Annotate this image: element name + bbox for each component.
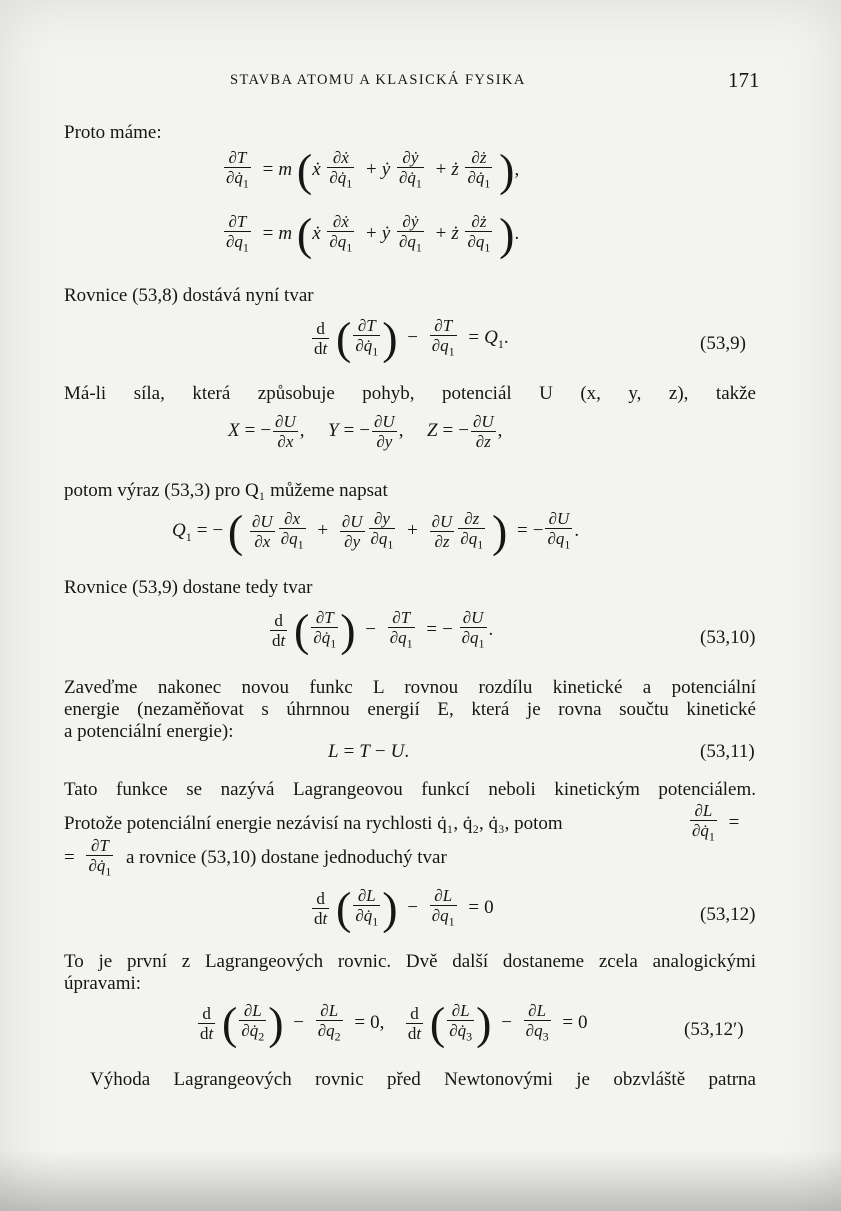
equation-dT-dq: $\frac{\partial T}{\partial q_1}$ = m (ẋ $\frac{\text{∂ẋ}}{\partial q_1}$ + ẏ $\frac{\text{∂ẏ}}{\partial q_1}$ + ż $\frac{\partial ż}{\partial q_1}$ ).	[226, 208, 520, 260]
page-number: 171	[728, 68, 760, 92]
equation-number-53-9: (53,9)	[700, 333, 746, 354]
equation-53-11: L = T − U.	[328, 741, 410, 762]
equation-number-53-11: (53,11)	[700, 741, 755, 762]
equation-dT-dqdot: $\frac{\partial T}{\partial q̇_1}$ = m (ẋ $\frac{\text{∂ẋ}}{\partial q̇_1}$ + ẏ $\frac{\text{∂ẏ}}{\partial q̇_1}$ + ż $\frac{\partial ż}{\partial q̇_1}$ ),	[226, 144, 520, 196]
paragraph-vyraz-53-3: potom výraz (53,3) pro Q₁ můžeme napsat	[64, 480, 388, 501]
equation-forces: X = − $\frac{\partial U}{\partial x}$ , Y = − $\frac{\partial U}{\partial y}$ , Z = − $\frac{\partial U}{\partial z}$ ,	[228, 412, 503, 451]
equation-53-12: $\frac{d}{dt}$ ( $\frac{\partial L}{\partial q̇_1}$ ) − $\frac{\partial L}{\partial q_1}$ = 0	[314, 882, 494, 934]
equation-53-9: $\frac{d}{dt}$ ( $\frac{\partial T}{\partial q̇_1}$ ) − $\frac{\partial T}{\partial q_1}$ = $Q_1$.	[314, 312, 509, 364]
equation-53-12-prime: $\frac{d}{dt}$ ( $\frac{\partial L}{\partial q̇_2}$ ) − $\frac{\partial L}{\partial q_2}$ = 0, $\frac{d}{dt}$ ( $\frac{\partial L}{\partial q̇_3}$ ) − $\frac{\partial L}{\partial q_3}$ = 0	[200, 997, 588, 1049]
paragraph-vyhoda: Výhoda Lagrangeových rovnic před Newtonovými je obzvláště patrna	[90, 1069, 756, 1090]
paragraph-rovnice-53-10: a rovnice (53,10) dostane jednoduchý tvar	[126, 847, 447, 868]
paragraph-prvni-rovnice-line1: To je první z Lagrangeových rovnic. Dvě další dostaneme zcela analogickými	[64, 951, 756, 972]
paragraph-potencial: Má-li síla, která způsobuje pohyb, potenciál U (x, y, z), takže	[64, 383, 756, 404]
paragraph-zavedme-line3: a potenciální energie):	[64, 721, 234, 742]
paragraph-rovnice-53-9: Rovnice (53,9) dostane tedy tvar	[64, 577, 313, 598]
paragraph-zavedme-line2: energie (nezaměňovat s úhrnnou energií E, která je rovna součtu kinetické	[64, 699, 756, 720]
equation-dL-dqdot-inline: $\frac{\partial L}{\partial q̇_1}$ =	[688, 801, 744, 846]
paragraph-prvni-rovnice-line2: úpravami:	[64, 973, 142, 994]
paragraph-protoze: Protože potenciální energie nezávisí na rychlosti q̇₁, q̇₂, q̇₃, potom	[64, 813, 563, 834]
equation-dT-dqdot-inline: = $\frac{\partial T}{\partial q̇_1}$	[64, 836, 115, 881]
equation-Q1: $Q_1$ = − ( $\frac{\partial U}{\partial x}$ $\frac{\partial x}{\partial q_1}$ + $\frac{\partial U}{\partial y}$ $\frac{\partial y}{\partial q_1}$ + $\frac{\partial U}{\partial z}$ $\frac{\partial z}{\partial q_1}$ ) = − $\frac{\partial U}{\partial q_1}$ .	[172, 505, 580, 557]
paragraph-lagrange-function: Tato funkce se nazývá Lagrangeovou funkcí neboli kinetickým potenciálem.	[64, 779, 756, 800]
equation-53-10: $\frac{d}{dt}$ ( $\frac{\partial T}{\partial q̇_1}$ ) − $\frac{\partial T}{\partial q_1}$ = − $\frac{\partial U}{\partial q_1}$ .	[272, 604, 494, 656]
equation-number-53-12: (53,12)	[700, 904, 756, 925]
running-head: STAVBA ATOMU A KLASICKÁ FYSIKA	[230, 72, 526, 88]
page-header	[0, 68, 841, 94]
paragraph-rovnice-53-8: Rovnice (53,8) dostává nyní tvar	[64, 285, 314, 306]
equation-number-53-12-prime: (53,12′)	[684, 1019, 744, 1040]
paragraph-proto: Proto máme:	[64, 122, 162, 143]
paragraph-zavedme-line1: Zaveďme nakonec novou funkc L rovnou rozdílu kinetické a potenciální	[64, 677, 756, 698]
equation-number-53-10: (53,10)	[700, 627, 756, 648]
bottom-shadow	[0, 1150, 841, 1211]
